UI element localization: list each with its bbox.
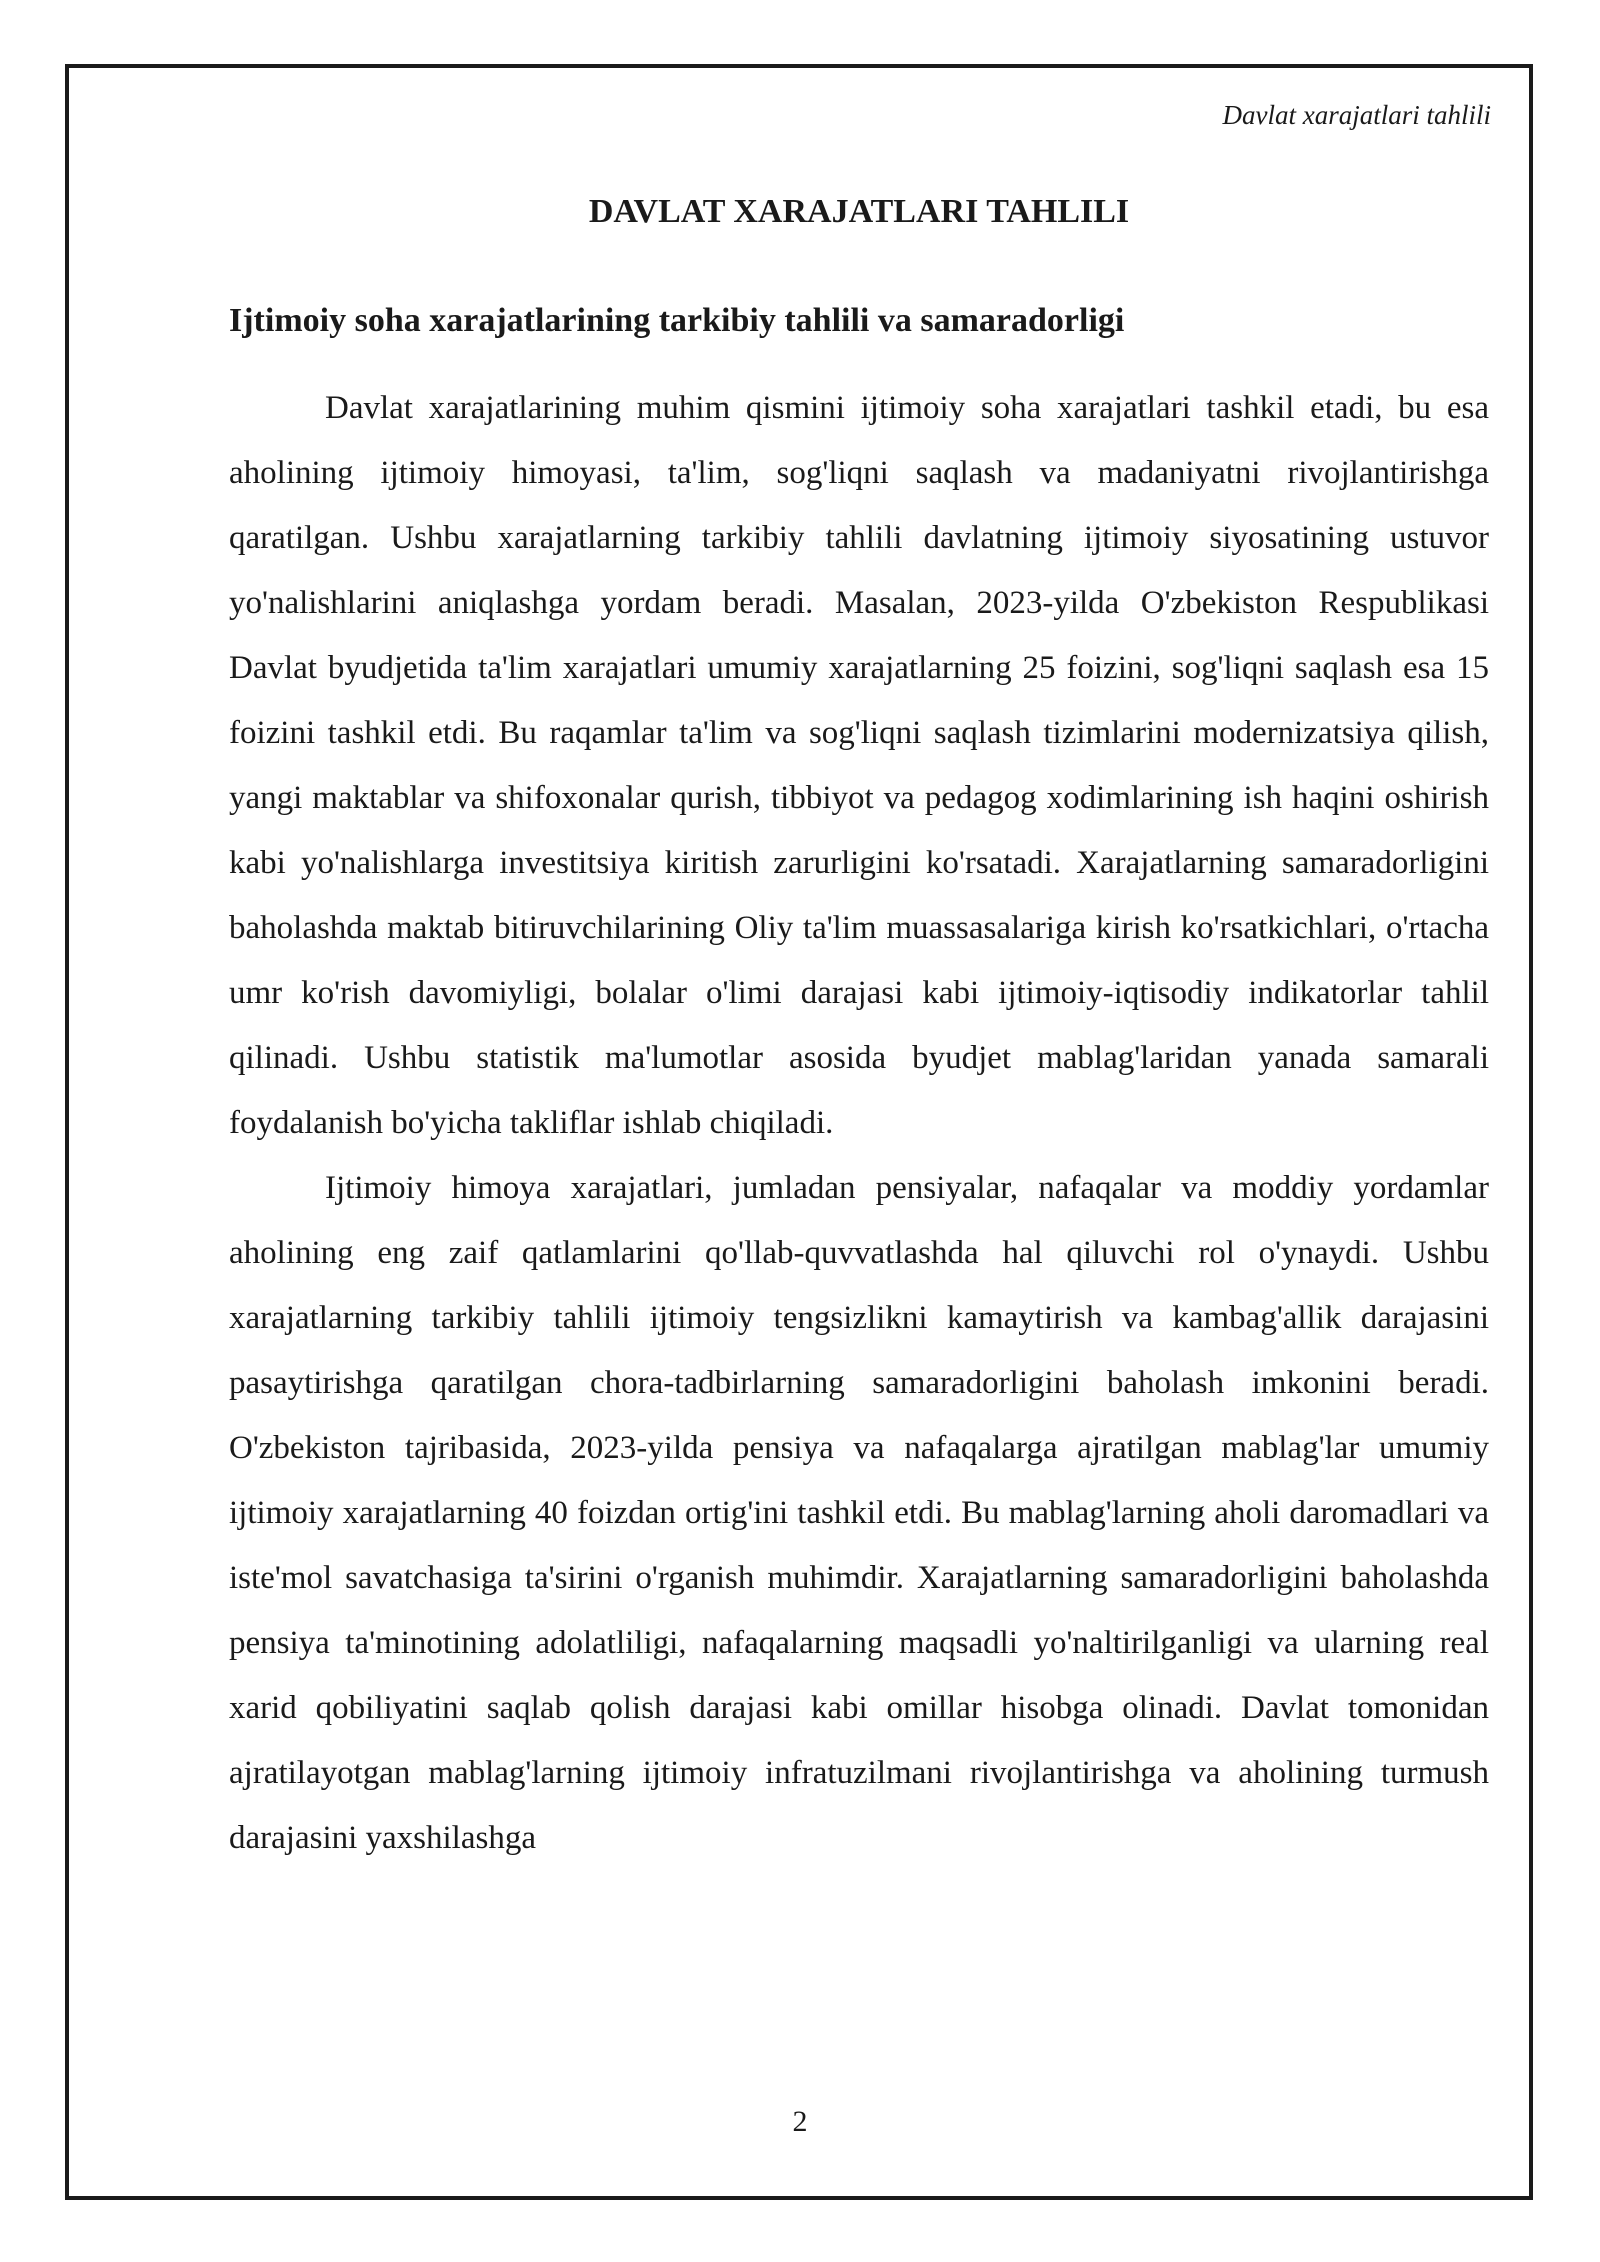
page-number: 2 <box>792 2105 808 2138</box>
paragraph-2: Ijtimoiy himoya xarajatlari, jumladan pensiyalar, nafaqalar va moddiy yordamlar aholining eng zaif qatlamlarini qo'llab-quvvatlashda hal qiluvchi rol o'ynaydi. Ushbu xarajatlarning tarkibiy tahlili ijtimoiy tengsizlikni kamaytirish va kambag'allik darajasini pasaytirishga qaratilgan chora-tadbirlarning samaradorligini baholash imkonini beradi. O'zbekiston tajribasida, 2023-yilda pensiya va nafaqalarga ajratilgan mablag'lar umumiy ijtimoiy xarajatlarning 40 foizdan ortig'ini tashkil etdi. Bu mablag'larning aholi daromadlari va iste'mol savatchasiga ta'sirini o'rganish muhimdir. Xarajatlarning samaradorligini baholashda pensiya ta'minotining adolatliligi, nafaqalarning maqsadli yo'naltirilganligi va ularning real xarid qobiliyatini saqlab qolish darajasi kabi omillar hisobga olinadi. Davlat tomonidan ajratilayotgan mablag'larning ijtimoiy infratuzilmani rivojlantirishga va aholining turmush darajasini yaxshilashga <box>229 1170 1489 1856</box>
section-heading: Ijtimoiy soha xarajatlarining tarkibiy tahlili va samaradorligi <box>229 302 1125 339</box>
document-title: DAVLAT XARAJATLARI TAHLILI <box>588 193 1130 230</box>
running-header: Davlat xarajatlari tahlili <box>1222 100 1491 130</box>
body-text <box>229 376 1489 1871</box>
paragraph-1: Davlat xarajatlarining muhim qismini ijtimoiy soha xarajatlari tashkil etadi, bu esa aholining ijtimoiy himoyasi, ta'lim, sog'liqni saqlash va madaniyatni rivojlantirishga qaratilgan. Ushbu xarajatlarning tarkibiy tahlili davlatning ijtimoiy siyosatining ustuvor yo'nalishlarini aniqlashga yordam beradi. Masalan, 2023-yilda O'zbekiston Respublikasi Davlat byudjetida ta'lim xarajatlari umumiy xarajatlarning 25 foizini, sog'liqni saqlash esa 15 foizini tashkil etdi. Bu raqamlar ta'lim va sog'liqni saqlash tizimlarini modernizatsiya qilish, yangi maktablar va shifoxonalar qurish, tibbiyot va pedagog xodimlarining ish haqini oshirish kabi yo'nalishlarga investitsiya kiritish zarurligini ko'rsatadi. Xarajatlarning samaradorligini baholashda maktab bitiruvchilarining Oliy ta'lim muassasalariga kirish ko'rsatkichlari, o'rtacha umr ko'rish davomiyligi, bolalar o'limi darajasi kabi ijtimoiy-iqtisodiy indikatorlar tahlil qilinadi. Ushbu statistik ma'lumotlar asosida byudjet mablag'laridan yanada samarali foydalanish bo'yicha takliflar ishlab chiqiladi. <box>229 390 1489 1141</box>
